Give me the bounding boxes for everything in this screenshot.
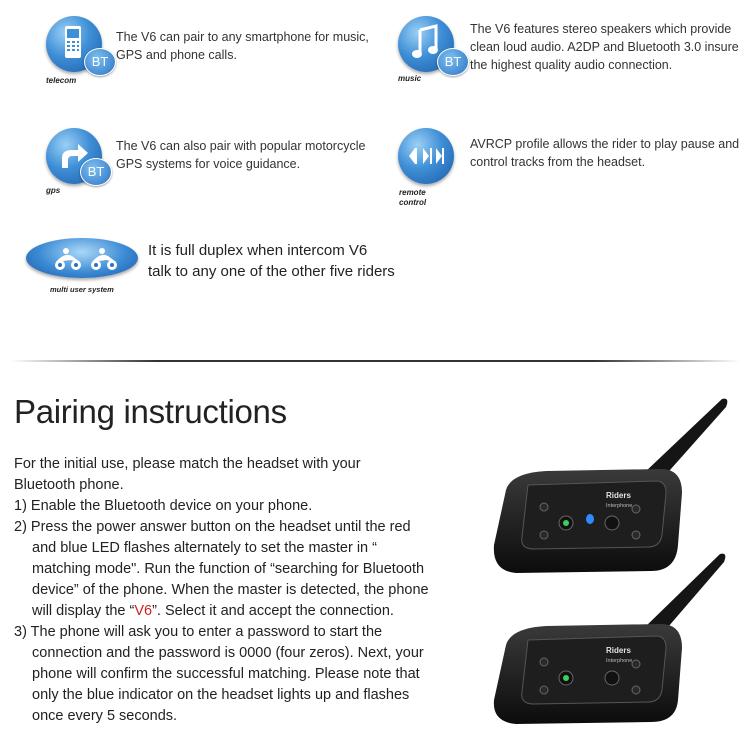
display-line: will display the “V6”. Select it and accept the connection. (32, 603, 394, 619)
headset-image-top (486, 395, 736, 575)
device-name: V6 (134, 603, 153, 619)
music-description: The V6 features stereo speakers which provide clean loud audio. A2DP and Bluetooth 3.0 insure the highest quality audio connection. (470, 22, 739, 72)
music-label: music (398, 74, 422, 83)
headset-image-bottom (486, 550, 736, 730)
bluetooth-badge: BT (84, 48, 116, 76)
remote-description: AVRCP profile allows the rider to play pause and control tracks from the headset. (470, 137, 740, 169)
bluetooth-badge: BT (437, 48, 469, 76)
multi-user-label: multi user system (50, 285, 114, 294)
brand-text: Riders (606, 491, 631, 500)
model-text: Interphone (606, 658, 633, 664)
motorcycle-riders-icon (26, 238, 138, 278)
page-title: Pairing instructions (14, 393, 287, 430)
remote-label-2: control (399, 198, 427, 207)
duplex-description: It is full duplex when intercom V6 talk to any one of the other five riders (148, 242, 395, 280)
section-divider (10, 360, 740, 362)
bluetooth-badge: BT (80, 158, 112, 186)
remote-label-1: remote (399, 188, 426, 197)
telecom-label: telecom (46, 76, 77, 85)
gps-label: gps (46, 186, 61, 195)
telecom-description: The V6 can pair to any smartphone for music, GPS and phone calls. (116, 30, 369, 62)
multi-user-icon (26, 238, 138, 278)
gps-description: The V6 can also pair with popular motorcycle GPS systems for voice guidance. (116, 139, 366, 171)
remote-icon (398, 128, 454, 184)
pairing-instructions: For the initial use, please match the headset with your Bluetooth phone. 1) Enable the Bluetooth device on your phone. 2) Press the power answer button on the headset until the red and blue LED flashes alternately to set the master in “ matching mode". Run the function of “searching for Bluetooth device” of the phone. When the master is detected, the phone will display the “V6”. Select it and accept the connection. 3) The phone will ask you to enter a password to start the connection and the password is 0000 (four zeros). Next, your phone will confirm the successful matching. Please note that only the blue indicator on the headset lights up and flashes once every 5 seconds. (14, 454, 484, 727)
brand-text: Riders (606, 646, 631, 655)
model-text: Interphone (606, 503, 633, 509)
media-controls-icon (398, 128, 454, 184)
